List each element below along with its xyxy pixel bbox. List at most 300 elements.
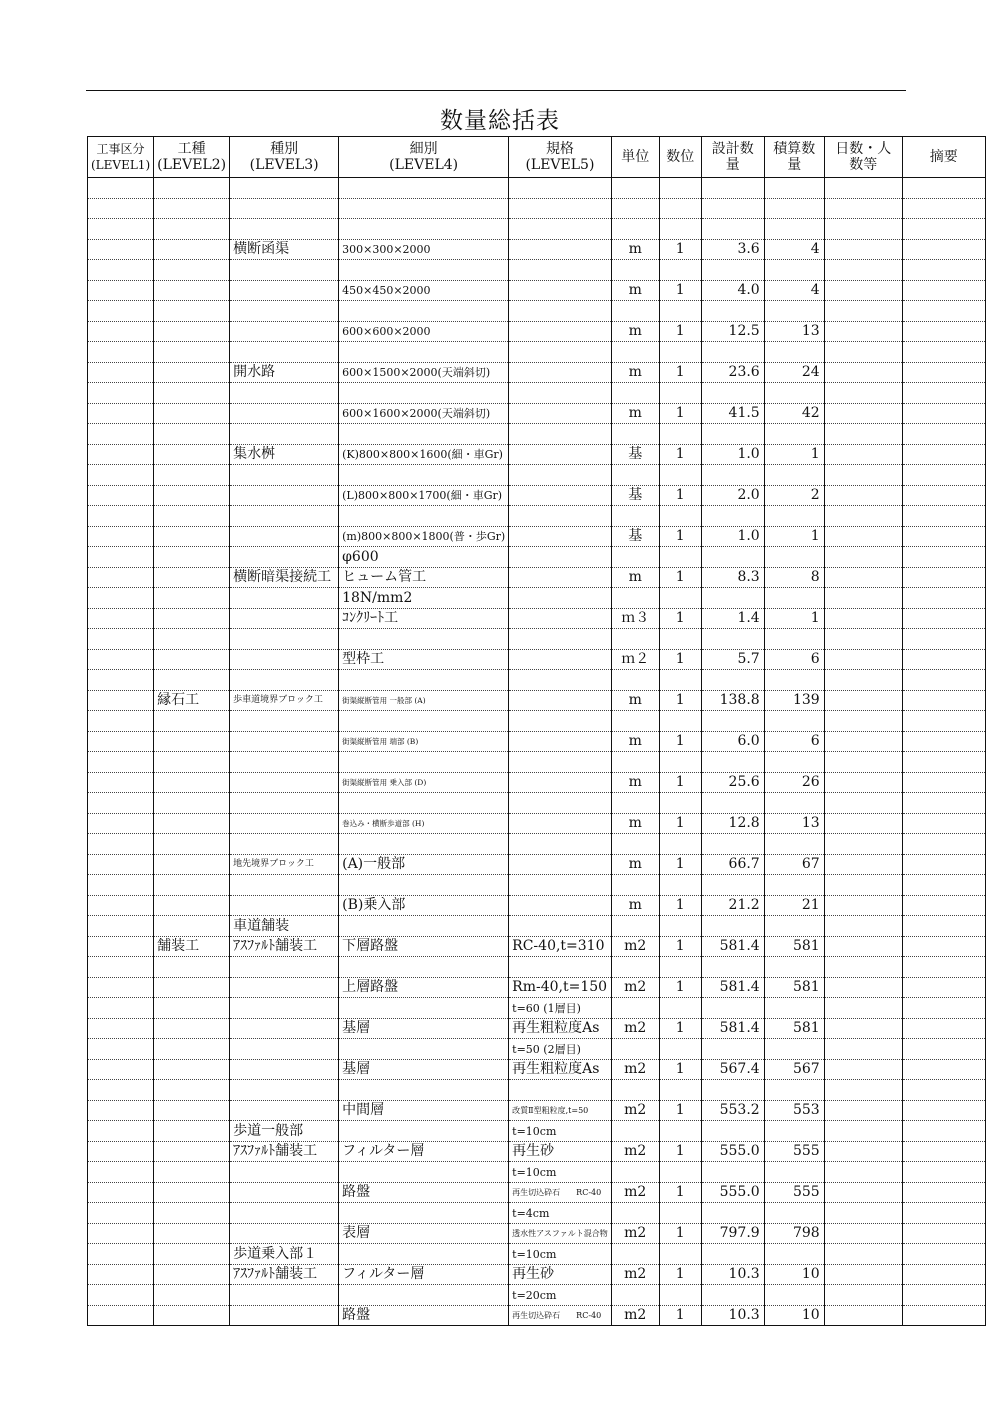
level3-cell — [230, 1039, 339, 1060]
num-cell: 1 — [659, 977, 701, 998]
level4-cell: (A)一般部 — [339, 854, 509, 875]
note-cell — [902, 260, 985, 281]
estimate-qty-cell: 21 — [764, 895, 824, 916]
num-cell — [659, 1162, 701, 1183]
level4-cell: 基層 — [339, 1059, 509, 1080]
level2-cell — [154, 711, 230, 732]
level2-cell — [154, 239, 230, 260]
level1-cell — [88, 772, 154, 793]
level2-cell — [154, 895, 230, 916]
estimate-qty-cell — [764, 1080, 824, 1101]
unit-cell — [611, 1039, 659, 1060]
days-cell — [824, 1059, 902, 1080]
level5-cell: t=4cm — [509, 1203, 612, 1224]
level1-cell — [88, 547, 154, 568]
level1-cell — [88, 608, 154, 629]
level4-cell — [339, 1244, 509, 1265]
level5-cell — [509, 547, 612, 568]
design-qty-cell — [701, 506, 764, 527]
level1-cell — [88, 998, 154, 1019]
level3-cell — [230, 1018, 339, 1039]
level1-cell — [88, 670, 154, 691]
level3-cell — [230, 178, 339, 199]
days-cell — [824, 239, 902, 260]
level2-cell — [154, 977, 230, 998]
note-cell — [902, 219, 985, 240]
estimate-qty-cell — [764, 711, 824, 732]
level3-cell — [230, 772, 339, 793]
level5-cell: t=50 (2層目) — [509, 1039, 612, 1060]
level1-cell — [88, 1162, 154, 1183]
level3-cell — [230, 506, 339, 527]
level2-cell — [154, 854, 230, 875]
design-qty-cell — [701, 834, 764, 855]
table-row — [88, 1039, 986, 1060]
note-cell — [902, 301, 985, 322]
level5-cell — [509, 198, 612, 219]
num-cell: 1 — [659, 485, 701, 506]
level5-cell: 透水性アスファルト混合物 — [509, 1223, 612, 1244]
estimate-qty-cell — [764, 793, 824, 814]
unit-cell — [611, 301, 659, 322]
level5-cell — [509, 752, 612, 773]
level2-cell — [154, 321, 230, 342]
unit-cell: 基 — [611, 485, 659, 506]
note-cell — [902, 444, 985, 465]
unit-cell — [611, 793, 659, 814]
num-cell — [659, 219, 701, 240]
num-cell: 1 — [659, 1100, 701, 1121]
note-cell — [902, 506, 985, 527]
header-row — [88, 137, 986, 178]
table-row — [88, 957, 986, 978]
design-qty-cell — [701, 342, 764, 363]
level3-cell — [230, 301, 339, 322]
design-qty-cell — [701, 1039, 764, 1060]
level3-cell: ｱｽﾌｧﾙﾄ舗装工 — [230, 1141, 339, 1162]
estimate-qty-cell — [764, 178, 824, 199]
level1-cell — [88, 957, 154, 978]
level1-cell — [88, 834, 154, 855]
header-level1: 工事区分 (LEVEL1) — [88, 137, 154, 178]
num-cell — [659, 957, 701, 978]
level4-cell — [339, 506, 509, 527]
level5-cell: 再生切込砕石 RC-40 — [509, 1305, 612, 1326]
table-row — [88, 1141, 986, 1162]
table-row — [88, 1223, 986, 1244]
level3-cell — [230, 608, 339, 629]
design-qty-cell: 1.0 — [701, 444, 764, 465]
days-cell — [824, 1080, 902, 1101]
estimate-qty-cell: 553 — [764, 1100, 824, 1121]
level3-cell — [230, 649, 339, 670]
level1-cell — [88, 752, 154, 773]
unit-cell — [611, 198, 659, 219]
level4-cell: 街渠縦断管用 端部 (B) — [339, 731, 509, 752]
note-cell — [902, 403, 985, 424]
estimate-qty-cell: 13 — [764, 813, 824, 834]
estimate-qty-cell — [764, 1121, 824, 1142]
level2-cell — [154, 526, 230, 547]
level5-cell: t=10cm — [509, 1244, 612, 1265]
estimate-qty-cell — [764, 957, 824, 978]
num-cell — [659, 383, 701, 404]
design-qty-cell: 21.2 — [701, 895, 764, 916]
design-qty-cell: 567.4 — [701, 1059, 764, 1080]
note-cell — [902, 1121, 985, 1142]
level1-cell — [88, 219, 154, 240]
level3-cell — [230, 1223, 339, 1244]
note-cell — [902, 977, 985, 998]
level4-cell — [339, 1121, 509, 1142]
note-cell — [902, 1182, 985, 1203]
level3-cell — [230, 588, 339, 609]
level5-cell: t=20cm — [509, 1285, 612, 1306]
level1-cell — [88, 1121, 154, 1142]
level4-cell: φ600 — [339, 547, 509, 568]
level5-cell — [509, 178, 612, 199]
design-qty-cell: 555.0 — [701, 1141, 764, 1162]
level3-cell — [230, 957, 339, 978]
table-row — [88, 321, 986, 342]
unit-cell: m — [611, 239, 659, 260]
level5-cell — [509, 362, 612, 383]
level3-cell — [230, 1182, 339, 1203]
level4-cell: 600×1600×2000(天端斜切) — [339, 403, 509, 424]
estimate-qty-cell: 6 — [764, 649, 824, 670]
design-qty-cell: 581.4 — [701, 1018, 764, 1039]
estimate-qty-cell — [764, 1039, 824, 1060]
level1-cell — [88, 690, 154, 711]
design-qty-cell — [701, 711, 764, 732]
table-row — [88, 916, 986, 937]
level1-cell — [88, 1305, 154, 1326]
num-cell — [659, 629, 701, 650]
days-cell — [824, 731, 902, 752]
level4-cell — [339, 260, 509, 281]
level1-cell — [88, 506, 154, 527]
table-row — [88, 219, 986, 240]
header-num: 数位 — [659, 137, 701, 178]
level5-cell — [509, 875, 612, 896]
level5-cell — [509, 793, 612, 814]
unit-cell: m — [611, 731, 659, 752]
level1-cell — [88, 260, 154, 281]
estimate-qty-cell: 581 — [764, 1018, 824, 1039]
table-row — [88, 444, 986, 465]
header-level5: 規格 (LEVEL5) — [509, 137, 612, 178]
table-row — [88, 424, 986, 445]
design-qty-cell — [701, 957, 764, 978]
header-level4: 細別 (LEVEL4) — [339, 137, 509, 178]
level5-cell: 再生粗粒度As — [509, 1018, 612, 1039]
level2-cell — [154, 178, 230, 199]
table-row — [88, 1264, 986, 1285]
note-cell — [902, 793, 985, 814]
num-cell: 1 — [659, 895, 701, 916]
note-cell — [902, 1018, 985, 1039]
unit-cell — [611, 998, 659, 1019]
table-row — [88, 178, 986, 199]
level1-cell — [88, 813, 154, 834]
level2-cell — [154, 834, 230, 855]
days-cell — [824, 362, 902, 383]
level4-cell: 中間層 — [339, 1100, 509, 1121]
level3-cell — [230, 629, 339, 650]
level5-cell — [509, 690, 612, 711]
unit-cell — [611, 875, 659, 896]
estimate-qty-cell — [764, 547, 824, 568]
unit-cell — [611, 916, 659, 937]
note-cell — [902, 875, 985, 896]
level5-cell: 改質Ⅱ型粗粒度,t=50 — [509, 1100, 612, 1121]
num-cell — [659, 178, 701, 199]
header-unit: 単位 — [611, 137, 659, 178]
level1-cell — [88, 1203, 154, 1224]
note-cell — [902, 670, 985, 691]
level3-cell: 横断函渠 — [230, 239, 339, 260]
design-qty-cell: 3.6 — [701, 239, 764, 260]
design-qty-cell: 6.0 — [701, 731, 764, 752]
level1-cell — [88, 526, 154, 547]
level2-cell — [154, 444, 230, 465]
days-cell — [824, 1162, 902, 1183]
design-qty-cell: 2.0 — [701, 485, 764, 506]
level1-cell — [88, 793, 154, 814]
days-cell — [824, 485, 902, 506]
unit-cell: m — [611, 895, 659, 916]
note-cell — [902, 936, 985, 957]
num-cell: 1 — [659, 936, 701, 957]
level5-cell — [509, 957, 612, 978]
level5-cell: 再生砂 — [509, 1141, 612, 1162]
top-rule — [86, 90, 906, 91]
note-cell — [902, 629, 985, 650]
level3-cell — [230, 465, 339, 486]
level5-cell — [509, 321, 612, 342]
level2-cell — [154, 1285, 230, 1306]
note-cell — [902, 649, 985, 670]
table-row — [88, 649, 986, 670]
days-cell — [824, 383, 902, 404]
level1-cell — [88, 711, 154, 732]
level2-cell — [154, 772, 230, 793]
days-cell — [824, 813, 902, 834]
level4-cell — [339, 629, 509, 650]
level5-cell: 再生粗粒度As — [509, 1059, 612, 1080]
level5-cell — [509, 301, 612, 322]
unit-cell: m — [611, 690, 659, 711]
table-row — [88, 875, 986, 896]
level4-cell: 巻込み・横断歩道部 (H) — [339, 813, 509, 834]
table-row — [88, 1080, 986, 1101]
num-cell — [659, 1285, 701, 1306]
design-qty-cell: 66.7 — [701, 854, 764, 875]
level1-cell — [88, 895, 154, 916]
level1-cell — [88, 1059, 154, 1080]
table-row — [88, 711, 986, 732]
days-cell — [824, 506, 902, 527]
note-cell — [902, 198, 985, 219]
header-estimate-qty: 積算数 量 — [764, 137, 824, 178]
design-qty-cell — [701, 1121, 764, 1142]
design-qty-cell: 4.0 — [701, 280, 764, 301]
design-qty-cell: 1.0 — [701, 526, 764, 547]
level4-cell: 下層路盤 — [339, 936, 509, 957]
days-cell — [824, 465, 902, 486]
level5-cell: 再生切込砕石 RC-40 — [509, 1182, 612, 1203]
unit-cell: m2 — [611, 1059, 659, 1080]
unit-cell: m — [611, 403, 659, 424]
level1-cell — [88, 1080, 154, 1101]
level3-cell — [230, 1100, 339, 1121]
level5-cell — [509, 895, 612, 916]
level5-cell — [509, 854, 612, 875]
design-qty-cell — [701, 752, 764, 773]
days-cell — [824, 998, 902, 1019]
estimate-qty-cell — [764, 219, 824, 240]
unit-cell — [611, 629, 659, 650]
num-cell — [659, 711, 701, 732]
level1-cell — [88, 403, 154, 424]
level2-cell — [154, 424, 230, 445]
level1-cell — [88, 383, 154, 404]
unit-cell — [611, 465, 659, 486]
level4-cell — [339, 301, 509, 322]
level3-cell — [230, 1203, 339, 1224]
level1-cell — [88, 485, 154, 506]
unit-cell — [611, 1080, 659, 1101]
num-cell: 1 — [659, 321, 701, 342]
num-cell: 1 — [659, 1182, 701, 1203]
design-qty-cell: 138.8 — [701, 690, 764, 711]
estimate-qty-cell: 4 — [764, 239, 824, 260]
level4-cell — [339, 342, 509, 363]
level4-cell — [339, 1039, 509, 1060]
unit-cell: 基 — [611, 444, 659, 465]
note-cell — [902, 1244, 985, 1265]
level5-cell — [509, 772, 612, 793]
days-cell — [824, 1203, 902, 1224]
days-cell — [824, 219, 902, 240]
design-qty-cell — [701, 383, 764, 404]
days-cell — [824, 1182, 902, 1203]
level2-cell — [154, 1162, 230, 1183]
level2-cell — [154, 465, 230, 486]
unit-cell: ｍ２ — [611, 649, 659, 670]
note-cell — [902, 178, 985, 199]
design-qty-cell — [701, 465, 764, 486]
level3-cell — [230, 280, 339, 301]
unit-cell: m2 — [611, 1223, 659, 1244]
level3-cell — [230, 813, 339, 834]
level2-cell — [154, 793, 230, 814]
design-qty-cell — [701, 629, 764, 650]
days-cell — [824, 690, 902, 711]
level1-cell — [88, 916, 154, 937]
level3-cell — [230, 998, 339, 1019]
design-qty-cell: 581.4 — [701, 936, 764, 957]
design-qty-cell: 1.4 — [701, 608, 764, 629]
design-qty-cell — [701, 1244, 764, 1265]
level4-cell — [339, 1080, 509, 1101]
note-cell — [902, 772, 985, 793]
level5-cell — [509, 711, 612, 732]
note-cell — [902, 711, 985, 732]
table-row — [88, 198, 986, 219]
level1-cell — [88, 178, 154, 199]
level3-cell: 歩道乗入部１ — [230, 1244, 339, 1265]
level5-cell — [509, 485, 612, 506]
note-cell — [902, 567, 985, 588]
level5-cell — [509, 280, 612, 301]
level4-cell: 300×300×2000 — [339, 239, 509, 260]
num-cell — [659, 547, 701, 568]
estimate-qty-cell: 581 — [764, 977, 824, 998]
design-qty-cell — [701, 1162, 764, 1183]
estimate-qty-cell — [764, 1162, 824, 1183]
unit-cell: m2 — [611, 936, 659, 957]
days-cell — [824, 1244, 902, 1265]
num-cell: 1 — [659, 1223, 701, 1244]
table-row — [88, 383, 986, 404]
level3-cell — [230, 1162, 339, 1183]
table-row — [88, 1203, 986, 1224]
level3-cell — [230, 1059, 339, 1080]
level2-cell — [154, 629, 230, 650]
design-qty-cell: 5.7 — [701, 649, 764, 670]
level1-cell — [88, 301, 154, 322]
table-row — [88, 1182, 986, 1203]
estimate-qty-cell: 2 — [764, 485, 824, 506]
level5-cell — [509, 465, 612, 486]
design-qty-cell — [701, 260, 764, 281]
level4-cell: (B)乗入部 — [339, 895, 509, 916]
level2-cell — [154, 362, 230, 383]
note-cell — [902, 485, 985, 506]
level4-cell: 表層 — [339, 1223, 509, 1244]
level4-cell — [339, 383, 509, 404]
num-cell — [659, 1121, 701, 1142]
note-cell — [902, 834, 985, 855]
level2-cell — [154, 1059, 230, 1080]
level4-cell — [339, 198, 509, 219]
estimate-qty-cell — [764, 260, 824, 281]
level3-cell — [230, 895, 339, 916]
level4-cell — [339, 178, 509, 199]
table-row — [88, 547, 986, 568]
table-row — [88, 854, 986, 875]
level1-cell — [88, 280, 154, 301]
estimate-qty-cell — [764, 752, 824, 773]
note-cell — [902, 916, 985, 937]
header-level2: 工種 (LEVEL2) — [154, 137, 230, 178]
level2-cell — [154, 547, 230, 568]
days-cell — [824, 629, 902, 650]
unit-cell: m — [611, 854, 659, 875]
estimate-qty-cell — [764, 506, 824, 527]
num-cell — [659, 793, 701, 814]
level5-cell: RC-40,t=310 — [509, 936, 612, 957]
design-qty-cell: 23.6 — [701, 362, 764, 383]
days-cell — [824, 895, 902, 916]
design-qty-cell: 10.3 — [701, 1264, 764, 1285]
level3-cell — [230, 711, 339, 732]
num-cell — [659, 834, 701, 855]
num-cell — [659, 752, 701, 773]
days-cell — [824, 936, 902, 957]
level2-cell — [154, 875, 230, 896]
